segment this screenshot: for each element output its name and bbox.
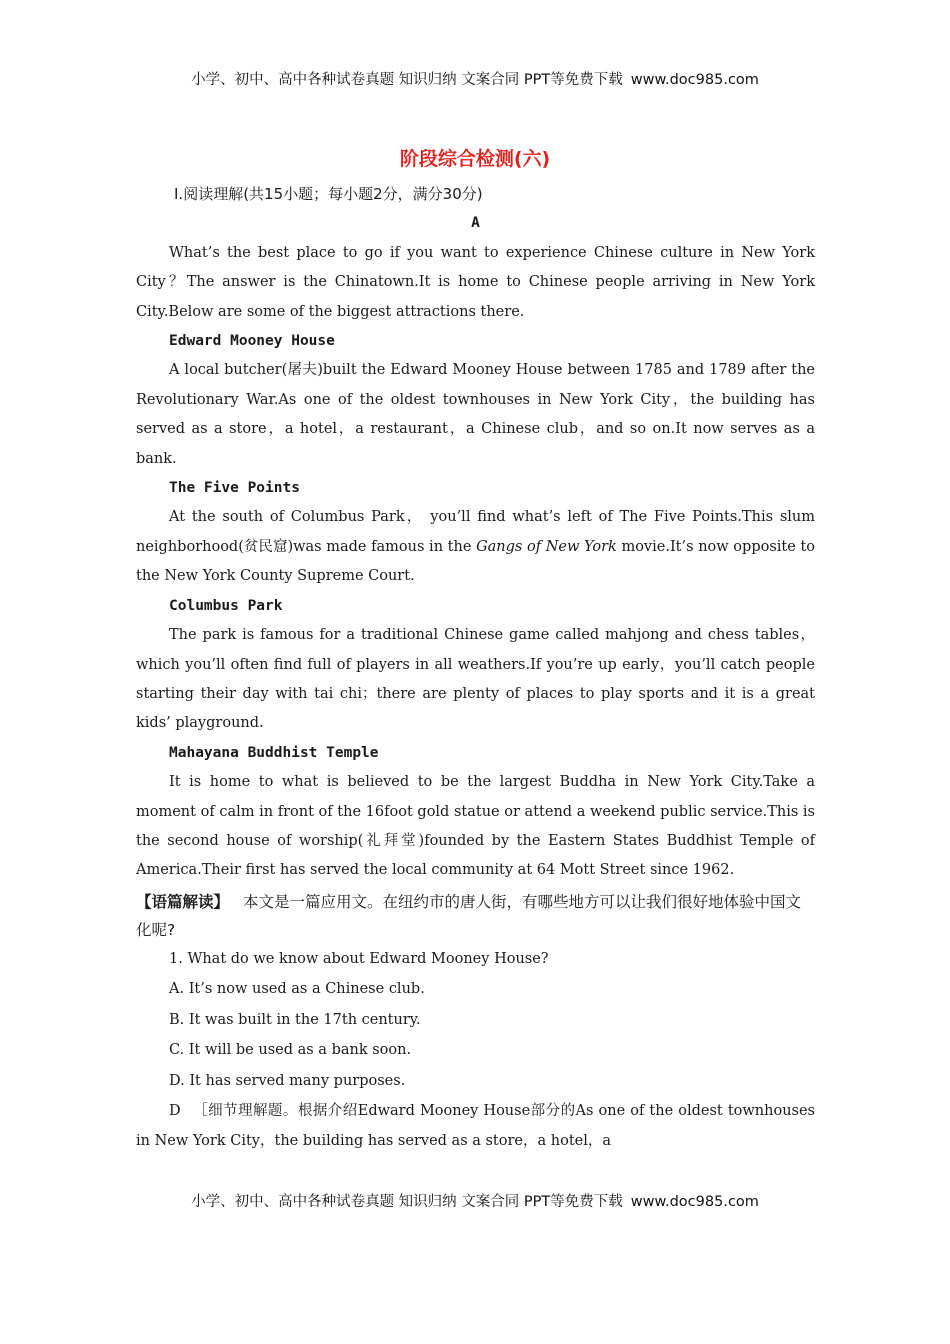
attraction-text — [136, 503, 815, 591]
attraction-heading: The Five Points — [169, 480, 300, 497]
analysis-text: 本文是一篇应用文。在纽约市的唐人街，有哪些地方可以让我们很好地体验中国文化呢? — [136, 892, 802, 939]
answer-explanation — [136, 1096, 815, 1156]
attraction-text: A local butcher(屠夫)built the Edward Mooney House between 1785 and 1789 after the Revolutionary War.As one of the oldest townhouses in New York City，the building has served as a store，a hotel，a restaurant，a Chinese club，and so on.It now serves as a bank. — [136, 362, 815, 467]
page-footer — [0, 1190, 950, 1211]
movie-title: Gangs of New York — [476, 538, 617, 555]
discourse-analysis — [136, 888, 815, 944]
attraction-heading: Mahayana Buddhist Temple — [169, 744, 379, 761]
header-text: 小学、初中、高中各种试卷真题 知识归纳 文案合同 PPT等免费下载 — [191, 72, 623, 88]
page-header — [0, 68, 950, 89]
question-option: C. It will be used as a bank soon. — [169, 1042, 412, 1059]
passage-label: A — [471, 215, 480, 232]
page-title: 阶段综合检测(六) — [399, 148, 551, 170]
attraction-heading: Edward Mooney House — [169, 333, 335, 350]
passage-intro: What’s the best place to go if you want to experience Chinese culture in New York City？The answer is the Chinatown.It is home to Chinese people arriving in New York City.Below are some of the biggest attractions there. — [136, 244, 815, 320]
question-option: A. It’s now used as a Chinese club. — [169, 981, 425, 998]
analysis-label: 【语篇解读】 — [136, 892, 230, 911]
question-option: B. It was built in the 17th century. — [169, 1011, 421, 1028]
footer-url[interactable]: www.doc985.com — [630, 1194, 759, 1210]
answer-text: ［细节理解题。根据介绍Edward Mooney House部分的As one of the oldest townhouses in New York City，the building has served as a store，a hotel，a — [136, 1103, 815, 1150]
question-stem: 1. What do we know about Edward Mooney House? — [169, 950, 549, 967]
attraction-heading: Columbus Park — [169, 597, 283, 614]
document-body — [136, 180, 815, 1156]
question-option: D. It has served many purposes. — [169, 1072, 406, 1089]
attraction-text-part: At the south of Columbus Park， you’ll find what’s left of The Five Points.This slum neighborhood(贫民窟)was made famous in the — [136, 509, 815, 555]
attraction-text-part: movie.It’s now opposite to the New York County Supreme Court. — [136, 538, 816, 585]
attraction-text: The park is famous for a traditional Chinese game called mahjong and chess tables，which you’ll often find full of players in all weathers.If you’re up early，you’ll catch people starting their day with tai chi；there are plenty of places to play sports and it is a great kids’ playground. — [136, 627, 815, 732]
attraction-text: It is home to what is believed to be the largest Buddha in New York City.Take a moment of calm in front of the 16foot gold statue or attend a weekend public service.This is the second house of worship(礼拜堂)founded by the Eastern States Buddhist Temple of America.Their first has served the local community at 64 Mott Street since 1962. — [136, 774, 815, 879]
footer-text: 小学、初中、高中各种试卷真题 知识归纳 文案合同 PPT等免费下载 — [191, 1194, 623, 1210]
answer-letter: D — [169, 1103, 181, 1120]
section-instructions: Ⅰ.阅读理解(共15小题；每小题2分，满分30分) — [174, 185, 483, 203]
header-url[interactable]: www.doc985.com — [630, 72, 759, 88]
